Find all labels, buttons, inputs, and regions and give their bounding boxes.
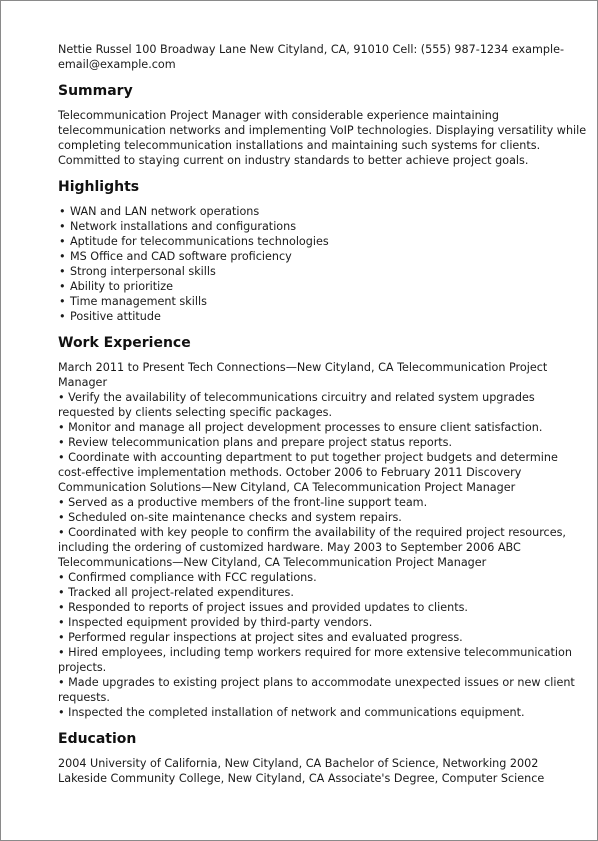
summary-section <box>58 82 588 168</box>
work-experience-section <box>58 334 588 720</box>
highlight-item: • Strong interpersonal skills <box>58 264 588 279</box>
education-text: 2004 University of California, New Cityland, CA Bachelor of Science, Networking 2002 Lakeside Community College, New Cityland, CA Associate's Degree, Computer Science <box>58 757 545 785</box>
highlight-item: • MS Office and CAD software proficiency <box>58 249 588 264</box>
highlight-item: • Time management skills <box>58 294 588 309</box>
contact-info: Nettie Russel 100 Broadway Lane New Cityland, CA, 91010 Cell: (555) 987-1234 example-email@example.com <box>58 43 565 71</box>
resume-content <box>58 42 588 796</box>
highlight-item: • Network installations and configurations <box>58 219 588 234</box>
education-section <box>58 730 588 786</box>
highlight-item: • WAN and LAN network operations <box>58 204 588 219</box>
work-experience-text: March 2011 to Present Tech Connections—New Cityland, CA Telecommunication Project Manager • Verify the availability of telecommunications circuitry and related system upgrades requested by clients selecting specific packages. • Monitor and manage all project development processes to ensure client satisfaction. • Review telecommunication plans and prepare project status reports. • Coordinate with accounting department to put together project budgets and determine cost-effective implementation methods. October 2006 to February 2011 Discovery Communication Solutions—New Cityland, CA Telecommunication Project Manager • Served as a productive members of the front-line support team. • Scheduled on-site maintenance checks and system repairs. • Coordinated with key people to confirm the availability of the required project resources, including the ordering of customized hardware. May 2003 to September 2006 ABC Telecommunications—New Cityland, CA Telecommunication Project Manager • Confirmed compliance with FCC regulations. • Tracked all project-related expenditures. • Responded to reports of project issues and provided updates to clients. • Inspected equipment provided by third-party vendors. • Performed regular inspections at project sites and evaluated progress. • Hired employees, including temp workers required for more extensive telecommunication projects. • Made upgrades to existing project plans to accommodate unexpected issues or new client requests. • Inspected the completed installation of network and communications equipment. <box>58 361 575 719</box>
highlight-item: • Positive attitude <box>58 309 588 324</box>
highlights-heading: Highlights <box>58 179 140 195</box>
highlights-list <box>58 204 588 324</box>
education-heading: Education <box>58 731 137 747</box>
highlight-item: • Aptitude for telecommunications technologies <box>58 234 588 249</box>
highlights-section <box>58 178 588 324</box>
summary-heading: Summary <box>58 83 133 99</box>
summary-text: Telecommunication Project Manager with considerable experience maintaining telecommunication networks and implementing VoIP technologies. Displaying versatility while completing telecommunication installations and maintaining such systems for clients. Committed to staying current on industry standards to better achieve project goals. <box>58 109 587 167</box>
highlight-item: • Ability to prioritize <box>58 279 588 294</box>
work-experience-heading: Work Experience <box>58 335 191 351</box>
